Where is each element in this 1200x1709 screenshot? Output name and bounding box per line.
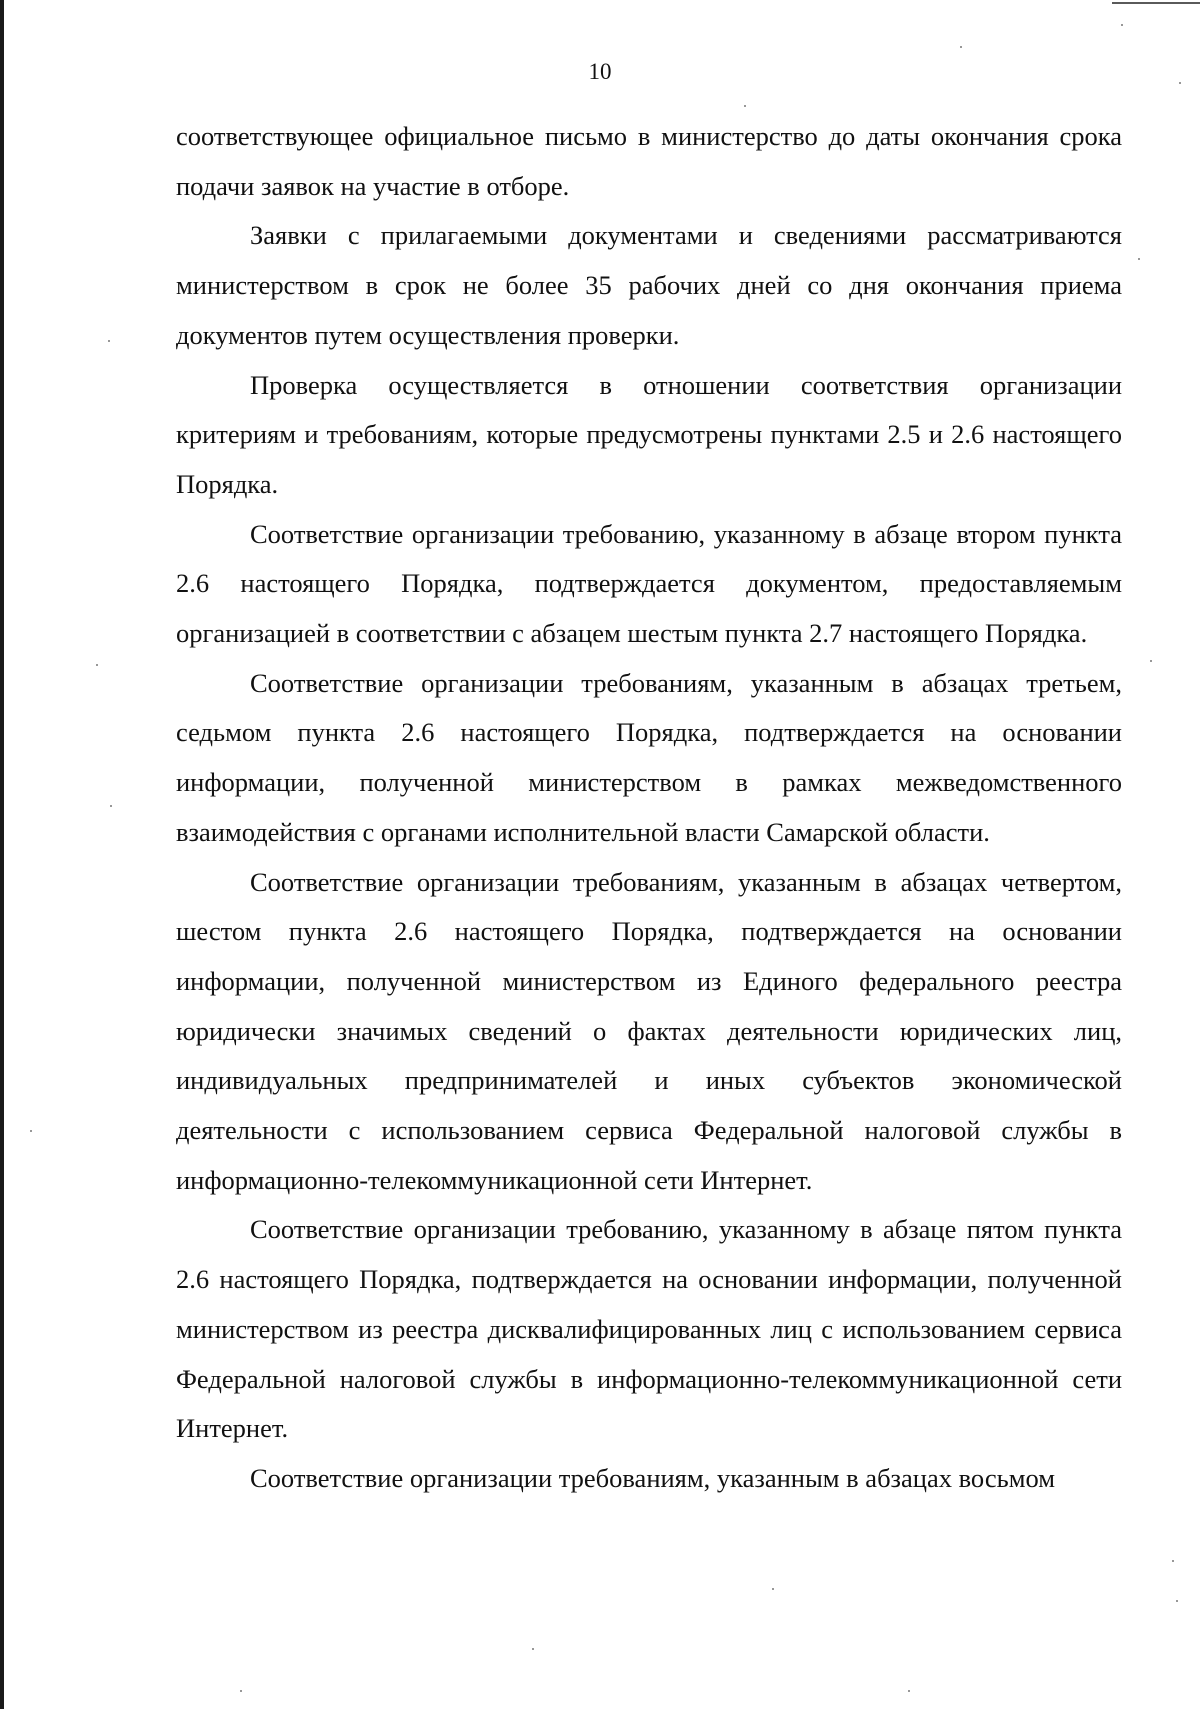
paragraph: Соответствие организации требованию, указанному в абзаце пятом пункта 2.6 настоящего Порядка, подтверждается на основании информации, полученной министерством из реестра дисквалифицированных лиц с использованием сервиса Федеральной налоговой службы в информационно-телекоммуникационной сети Интернет. <box>176 1214 1122 1444</box>
scan-border-left <box>0 0 4 1709</box>
scan-speck <box>744 105 746 107</box>
scan-border-top-right <box>1112 2 1200 4</box>
scan-speck <box>1121 24 1123 26</box>
scan-speck <box>1172 1560 1174 1562</box>
paragraph-continued: соответствующее официальное письмо в министерство до даты окончания срока подачи заявок на участие в отборе. <box>176 121 1122 201</box>
scan-speck <box>110 805 112 807</box>
scan-speck <box>772 1588 774 1590</box>
paragraph: Соответствие организации требованиям, указанным в абзацах третьем, седьмом пункта 2.6 настоящего Порядка, подтверждается на основании информации, полученной министерством в рамках межведомственного взаимодействия с органами исполнительной власти Самарской области. <box>176 667 1122 847</box>
paragraph: Соответствие организации требованиям, указанным в абзацах восьмом <box>250 1462 1055 1493</box>
scan-speck <box>908 1690 910 1692</box>
paragraph: Заявки с прилагаемыми документами и сведениями рассматриваются министерством в срок не более 35 рабочих дней со дня окончания приема документов путем осуществления проверки. <box>176 220 1122 350</box>
scan-speck <box>30 1130 32 1132</box>
paragraph: Проверка осуществляется в отношении соответствия организации критериям и требованиям, которые предусмотрены пунктами 2.5 и 2.6 настоящего Порядка. <box>176 369 1122 499</box>
paragraph: Соответствие организации требованию, указанному в абзаце втором пункта 2.6 настоящего Порядка, подтверждается документом, предоставляемым организацией в соответствии с абзацем шестым пункта 2.7 настоящего Порядка. <box>176 518 1122 649</box>
scan-speck <box>240 1690 242 1692</box>
scan-speck <box>532 1648 534 1650</box>
scan-speck <box>1179 82 1181 84</box>
page-number: 10 <box>588 59 612 84</box>
scan-speck <box>960 46 962 48</box>
scan-speck <box>1150 660 1152 662</box>
scan-speck <box>96 664 98 666</box>
scan-speck <box>1138 258 1140 260</box>
document-body <box>176 112 1122 1504</box>
scan-speck <box>1176 1600 1178 1602</box>
scan-speck <box>108 340 110 342</box>
paragraph: Соответствие организации требованиям, указанным в абзацах четвертом, шестом пункта 2.6 настоящего Порядка, подтверждается на основании информации, полученной министерством из Единого федерального реестра юридически значимых сведений о фактах деятельности юридических лиц, индивидуальных предпринимателей и иных субъектов экономической деятельности с использованием сервиса Федеральной налоговой службы в информационно-телекоммуникационной сети Интернет. <box>176 866 1122 1195</box>
